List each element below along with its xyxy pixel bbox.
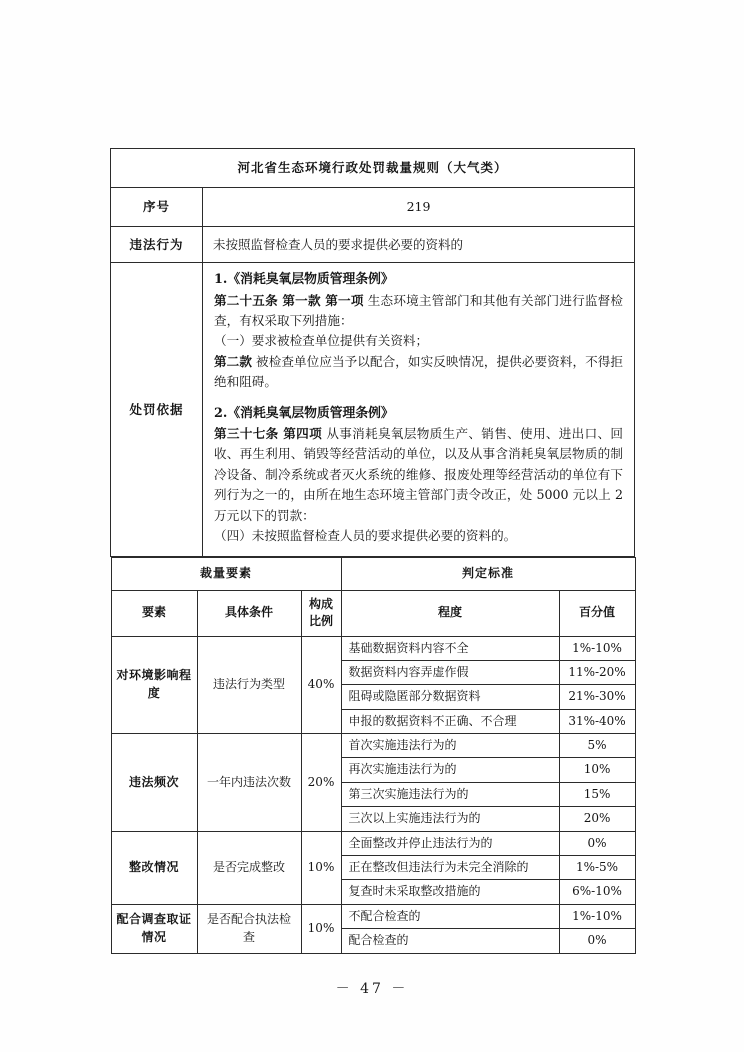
sequence-label: 序号 xyxy=(111,188,203,226)
column-header-percent: 百分值 xyxy=(559,590,635,636)
column-header-degree: 程度 xyxy=(341,590,559,636)
criteria-degree: 不配合检查的 xyxy=(341,904,559,928)
criteria-factor: 整改情况 xyxy=(111,831,197,904)
legal-basis-row xyxy=(111,263,635,557)
legal-basis-content xyxy=(203,263,635,557)
criteria-row xyxy=(111,636,635,660)
criteria-percent: 0% xyxy=(559,929,635,953)
criteria-factor: 配合调查取证情况 xyxy=(111,904,197,953)
regulation-table xyxy=(110,148,635,954)
criteria-ratio: 10% xyxy=(301,831,341,904)
sequence-value: 219 xyxy=(203,188,635,226)
criteria-condition: 一年内违法次数 xyxy=(197,734,301,832)
legal-article-text: （一）要求被检查单位提供有关资料； xyxy=(214,333,429,349)
criteria-percent: 21%-30% xyxy=(559,685,635,709)
criteria-ratio: 20% xyxy=(301,734,341,832)
legal-basis-paragraph xyxy=(214,291,623,332)
criteria-row xyxy=(111,904,635,928)
legal-basis-block xyxy=(214,404,623,547)
criteria-row xyxy=(111,831,635,855)
violation-row xyxy=(111,226,635,262)
sequence-row xyxy=(111,188,635,226)
criteria-percent: 31%-40% xyxy=(559,709,635,733)
criteria-degree: 三次以上实施违法行为的 xyxy=(341,807,559,831)
criteria-percent: 1%-5% xyxy=(559,856,635,880)
criteria-degree: 数据资料内容弄虚作假 xyxy=(341,660,559,684)
criteria-percent: 11%-20% xyxy=(559,660,635,684)
criteria-row xyxy=(111,734,635,758)
criteria-degree: 再次实施违法行为的 xyxy=(341,758,559,782)
criteria-percent: 20% xyxy=(559,807,635,831)
criteria-condition: 违法行为类型 xyxy=(197,636,301,734)
criteria-degree: 正在整改但违法行为未完全消除的 xyxy=(341,856,559,880)
legal-basis-paragraph xyxy=(214,352,623,393)
legal-article-text: 生态环境主管部门和其他有关部门进行监督检查，有权采取下列措施： xyxy=(214,292,624,328)
criteria-degree: 配合检查的 xyxy=(341,929,559,953)
legal-basis-paragraph xyxy=(214,331,623,351)
criteria-percent: 1%-10% xyxy=(559,904,635,928)
criteria-column-header-row xyxy=(111,590,635,636)
legal-basis-block xyxy=(214,270,623,392)
violation-value: 未按照监督检查人员的要求提供必要的资料的 xyxy=(203,226,635,262)
legal-basis-title: 1.《消耗臭氧层物质管理条例》 xyxy=(214,272,394,288)
criteria-percent: 5% xyxy=(559,734,635,758)
criteria-degree: 阻碍或隐匿部分数据资料 xyxy=(341,685,559,709)
criteria-table xyxy=(111,557,636,953)
criteria-factor: 违法频次 xyxy=(111,734,197,832)
standard-group-header: 判定标准 xyxy=(341,558,635,590)
legal-basis-paragraph xyxy=(214,526,623,546)
legal-article-text: 从事消耗臭氧层物质生产、销售、使用、进出口、回收、再生利用、销毁等经营活动的单位，以及从事含消耗臭氧层物质的制冷设备、制冷系统或者灭火系统的维修、报废处理等经营活动的单位有下列行为之一的，由所在地生态环境主管部门责令改正，处 5000 元以上 2 万元以下的罚款： xyxy=(214,426,624,523)
page-number: － 47 － xyxy=(335,981,409,997)
document-title: 河北省生态环境行政处罚裁量规则（大气类） xyxy=(111,149,635,188)
legal-article-text: 被检查单位应当予以配合，如实反映情况，提供必要资料，不得拒绝和阻碍。 xyxy=(214,353,624,390)
criteria-ratio: 40% xyxy=(301,636,341,734)
criteria-percent: 0% xyxy=(559,831,635,855)
criteria-row xyxy=(111,557,635,954)
criteria-degree: 首次实施违法行为的 xyxy=(341,734,559,758)
criteria-degree: 第三次实施违法行为的 xyxy=(341,782,559,806)
violation-label: 违法行为 xyxy=(111,226,203,262)
criteria-condition: 是否配合执法检查 xyxy=(197,904,301,953)
criteria-condition: 是否完成整改 xyxy=(197,831,301,904)
legal-basis-title: 2.《消耗臭氧层物质管理条例》 xyxy=(214,405,394,421)
criteria-factor: 对环境影响程度 xyxy=(111,636,197,734)
legal-article-number: 第三十七条 第四项 xyxy=(214,426,323,442)
column-header-ratio: 构成比例 xyxy=(301,590,341,636)
criteria-ratio: 10% xyxy=(301,904,341,953)
legal-basis-paragraph xyxy=(214,424,623,526)
criteria-group-header-row xyxy=(111,558,635,590)
criteria-percent: 15% xyxy=(559,782,635,806)
legal-article-text: （四）未按照监督检查人员的要求提供必要的资料的。 xyxy=(214,527,517,543)
criteria-percent: 10% xyxy=(559,758,635,782)
criteria-degree: 全面整改并停止违法行为的 xyxy=(341,831,559,855)
column-header-condition: 具体条件 xyxy=(197,590,301,636)
legal-article-number: 第二款 xyxy=(214,353,252,369)
criteria-container xyxy=(111,557,635,954)
criteria-percent: 6%-10% xyxy=(559,880,635,904)
criteria-degree: 复查时未采取整改措施的 xyxy=(341,880,559,904)
column-header-factor: 要素 xyxy=(111,590,197,636)
discretion-group-header: 裁量要素 xyxy=(111,558,341,590)
criteria-degree: 基础数据资料内容不全 xyxy=(341,636,559,660)
legal-article-number: 第二十五条 第一款 第一项 xyxy=(214,292,364,308)
title-row xyxy=(111,149,635,188)
legal-basis-label: 处罚依据 xyxy=(111,263,203,557)
criteria-degree: 申报的数据资料不正确、不合理 xyxy=(341,709,559,733)
criteria-percent: 1%-10% xyxy=(559,636,635,660)
